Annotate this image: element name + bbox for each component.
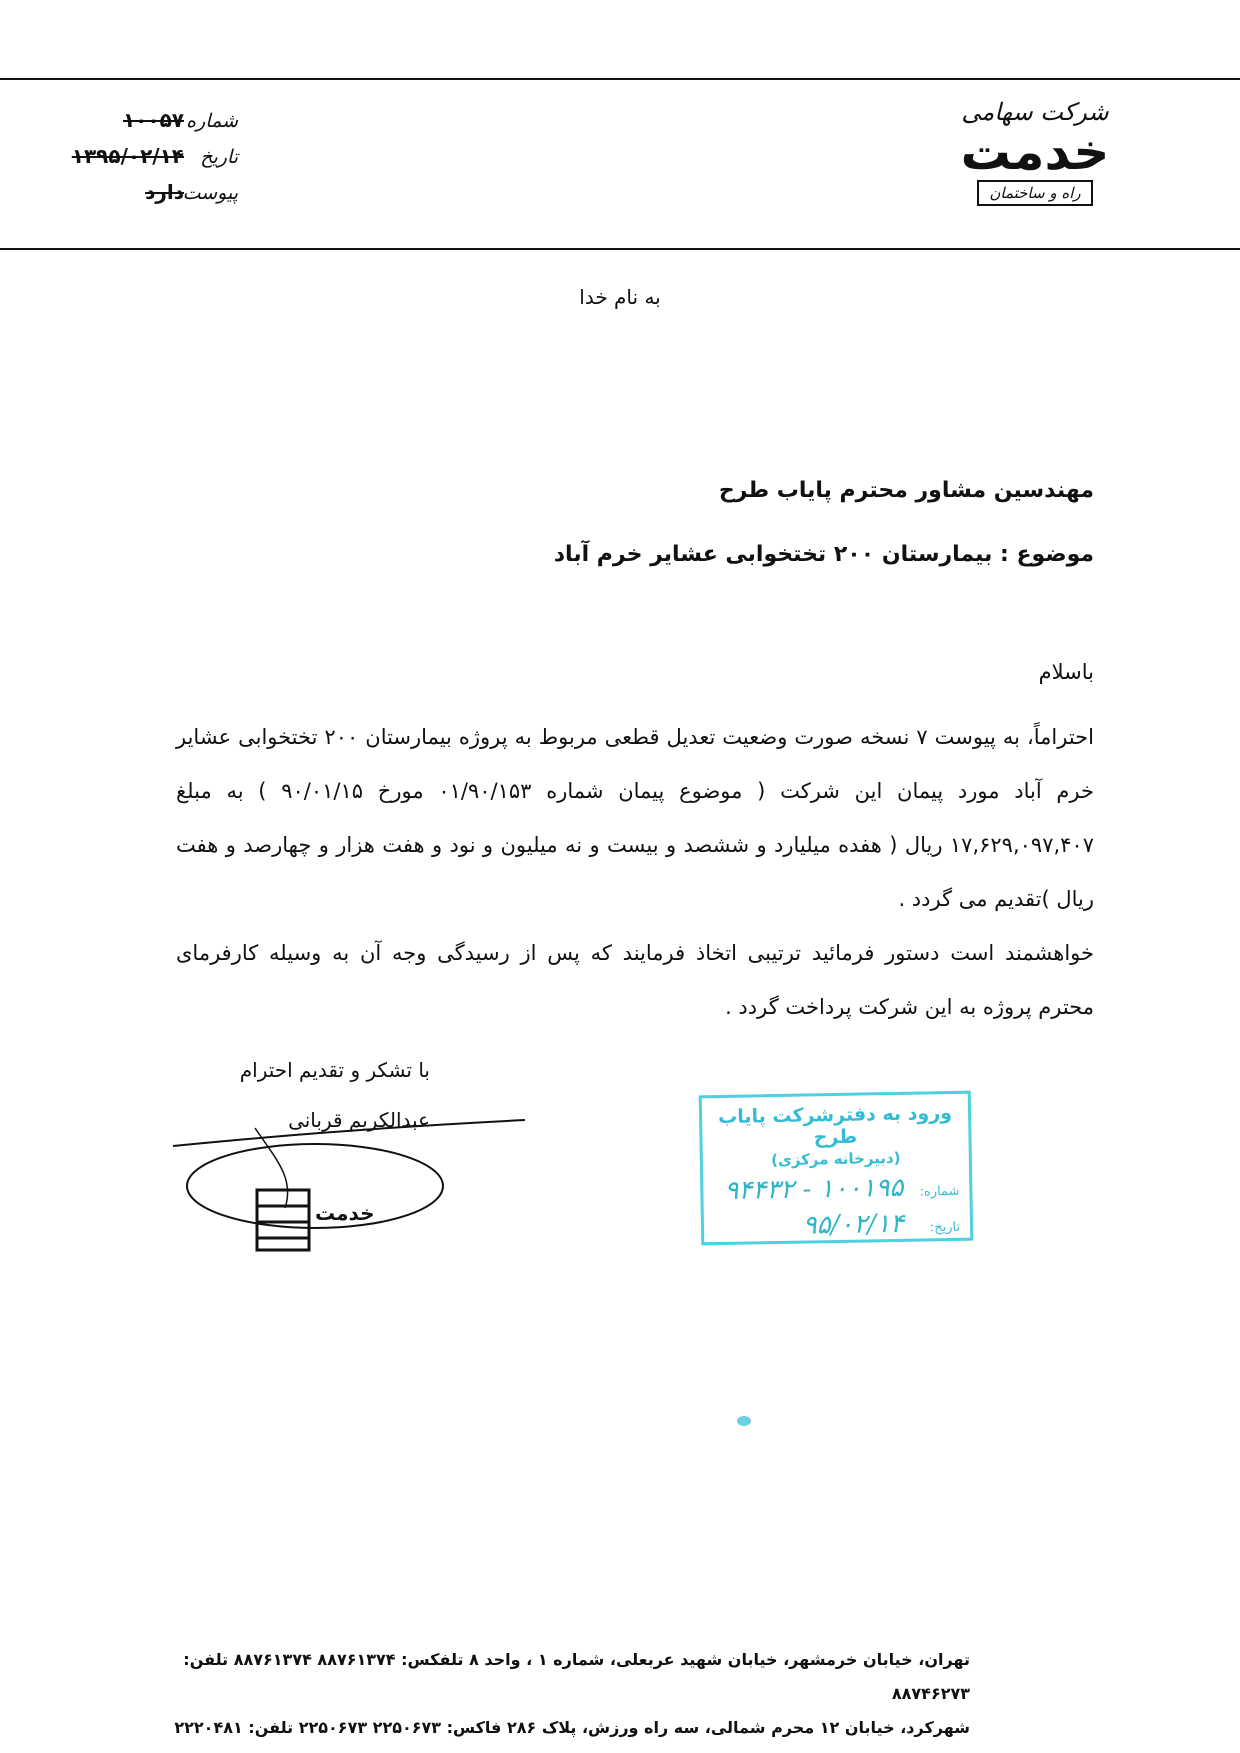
received-stamp	[699, 1091, 974, 1246]
body-paragraph: احتراماً، به پیوست ۷ نسخه صورت وضعیت تعدیل قطعی مربوط به پروژه بیمارستان ۲۰۰ تختخوابی عشایر خرم آباد مورد پیمان این شرکت ( موضوع پیمان شماره ۰۱/۹۰/۱۵۳ مورخ ۹۰/۰۱/۱۵ ) به مبلغ ۱۷,۶۲۹,۰۹۷,۴۰۷ ریال ( هفده میلیارد و ششصد و بیست و نه میلیون و نود و هفت هزار و چهارصد و هفت ریال )تقدیم می گردد .	[176, 725, 1094, 911]
stamp-number-row	[713, 1172, 959, 1206]
meta-attachment-value: دارد	[145, 180, 184, 204]
signature-and-seal	[165, 1098, 545, 1258]
meta-attachment-label: پیوست	[182, 182, 238, 204]
salutation: به نام خدا	[579, 285, 661, 309]
meta-date-label: تاریخ	[200, 146, 238, 168]
stamp-date-row	[714, 1208, 960, 1242]
meta-date-value: ۱۳۹۵/۰۲/۱۴	[71, 144, 184, 168]
greeting: باسلام	[1038, 660, 1094, 684]
letter-body	[176, 710, 1094, 1034]
meta-number-row	[48, 108, 238, 144]
stamp-number-value: ۱۰۰۱۹۵ - ۹۴۴۳۲	[724, 1172, 904, 1206]
signature-stroke	[255, 1128, 288, 1208]
header-bottom-rule	[0, 248, 1240, 250]
footer-addresses	[170, 1643, 970, 1745]
letter-meta	[48, 108, 238, 216]
footer-address-tehran: تهران، خیابان خرمشهر، خیابان شهید عربعلی، شماره ۱ ، واحد ۸ تلفکس: ۸۸۷۶۱۳۷۴ ۸۸۷۶۱۳۷۴ تلفن: ۸۸۷۴۶۲۷۳	[183, 1650, 970, 1703]
logo-division: راه و ساختمان	[977, 180, 1092, 206]
company-logo	[950, 98, 1120, 238]
signature-stroke	[173, 1120, 525, 1146]
logo-brand: خدمت	[960, 123, 1110, 181]
meta-attachment-row	[48, 180, 238, 216]
stamp-number-label: شماره:	[919, 1183, 960, 1200]
meta-date-row	[48, 144, 238, 180]
meta-number-label: شماره	[186, 110, 238, 132]
subject-line: موضوع : بیمارستان ۲۰۰ تختخوابی عشایر خرم آباد	[553, 542, 1094, 567]
meta-number-value: ۱۰۰۵۷	[122, 108, 184, 132]
stamp-title: ورود به دفترشرکت پایاب طرح	[717, 1101, 953, 1149]
stamp-subtitle: (دبیرخانه مرکزی)	[771, 1148, 901, 1170]
company-seal-icon	[257, 1190, 375, 1250]
stamp-date-label: تاریخ:	[929, 1219, 961, 1236]
body-paragraph: خواهشمند است دستور فرمائید ترتیبی اتخاذ فرمایند که پس از رسیدگی وجه آن به وسیله کارفرمای محترم پروژه به این شرکت پرداخت گردد .	[176, 941, 1094, 1019]
addressee: مهندسین مشاور محترم پایاب طرح	[718, 478, 1094, 503]
closing: با تشکر و تقدیم احترام	[239, 1058, 430, 1082]
stamp-date-value: ۹۵/۰۲/۱۴	[802, 1208, 905, 1241]
seal-text: خدمت	[315, 1201, 375, 1225]
footer-address-shahrekord: شهرکرد، خیابان ۱۲ محرم شمالی، سه راه ورزش، پلاک ۲۸۶ فاکس: ۲۲۵۰۶۷۳ ۲۲۵۰۶۷۳ تلفن: ۲۲۲۰۴۸۱	[174, 1718, 970, 1737]
header-top-rule	[0, 78, 1240, 80]
signer-name: عبدالکریم قربانی	[288, 1108, 430, 1132]
logo-company-line: شرکت سهامی	[961, 98, 1109, 126]
ink-blot	[737, 1416, 751, 1426]
